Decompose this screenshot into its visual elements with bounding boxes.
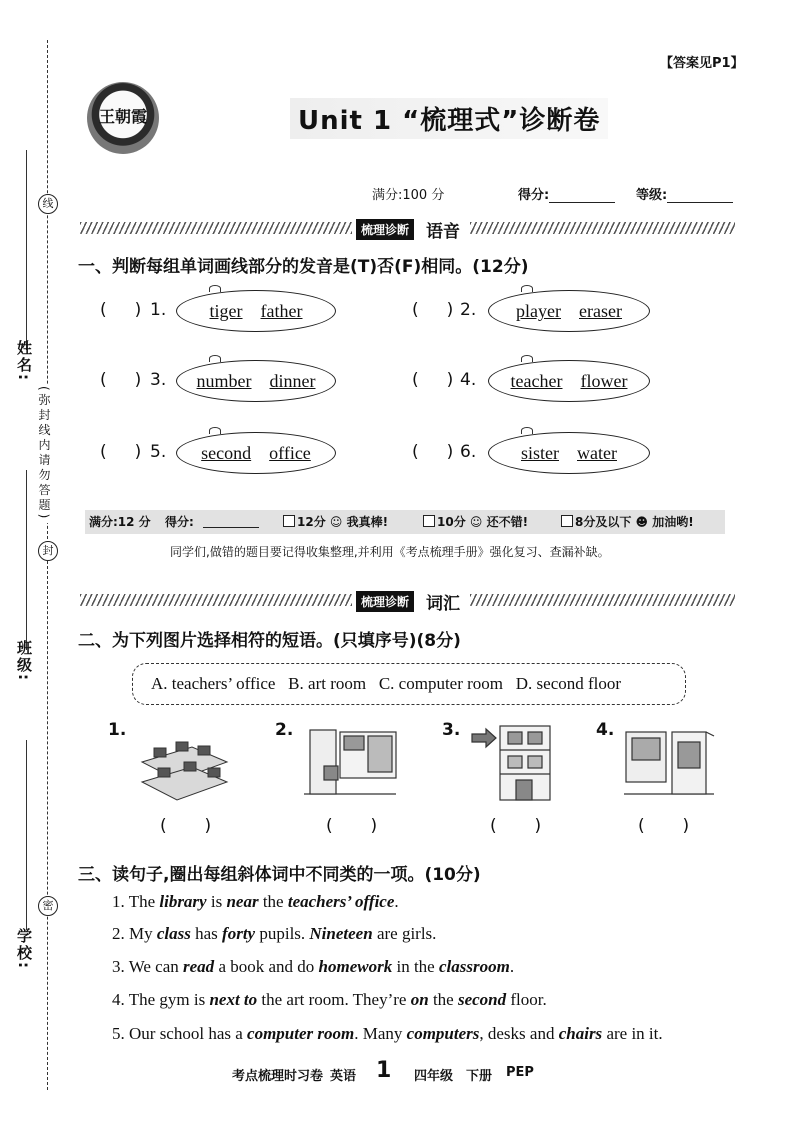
q1-item-number: 2. — [460, 300, 477, 320]
name-label: 姓名: — [15, 340, 33, 382]
q1-word-2: eraser — [579, 301, 622, 321]
sentence-text: . Many — [354, 1024, 407, 1043]
q3-heading: 三、读句子,圈出每组斜体词中不同类的一项。(10分) — [78, 865, 481, 885]
phrase-options — [132, 663, 686, 705]
q1-answer-paren[interactable]: ( ) — [412, 300, 454, 320]
answer-blank-3[interactable]: ( ) — [490, 816, 542, 836]
sentence-text: floor. — [506, 990, 547, 1009]
page-number: 1 — [376, 1058, 392, 1083]
q3-sentence — [112, 990, 547, 1010]
section-hatch-left-2 — [80, 594, 352, 606]
art-room-picture — [620, 722, 718, 804]
answer-blank-2[interactable]: ( ) — [326, 816, 378, 836]
pic-num-3: 3. — [442, 720, 461, 740]
sentence-text: the — [258, 892, 288, 911]
italic-word[interactable]: computer room — [247, 1024, 355, 1043]
second-floor-picture — [468, 722, 558, 804]
q1-word-1: teacher — [510, 371, 563, 391]
italic-word[interactable]: computers — [406, 1024, 480, 1043]
q3-sentence — [112, 1024, 663, 1044]
italic-word[interactable]: read — [183, 957, 215, 976]
q1-item-number: 5. — [150, 442, 167, 462]
q3-sentence — [112, 892, 399, 912]
binding-note: (弥封线内请勿答题) — [37, 386, 51, 522]
q1-item-number: 4. — [460, 370, 477, 390]
sentence-text: 1. The — [112, 892, 160, 911]
publisher-logo — [87, 82, 159, 154]
q1-answer-paren[interactable]: ( ) — [100, 300, 142, 320]
q1-word-pair — [176, 290, 336, 332]
full-score: 满分:100 分 — [372, 188, 445, 203]
italic-word[interactable]: class — [156, 924, 191, 943]
sentence-text: , desks and — [479, 1024, 559, 1043]
pic-num-4: 4. — [596, 720, 615, 740]
q1-heading: 一、判断每组单词画线部分的发音是(T)否(F)相同。(12分) — [78, 257, 529, 277]
page-title: Unit 1 “梳理式”诊断卷 — [290, 98, 608, 139]
footer-edition: PEP — [506, 1065, 534, 1080]
level-8[interactable]: 8分及以下 ☻ 加油哟! — [561, 510, 694, 534]
scorebar-full: 满分:12 分 — [89, 515, 151, 529]
sentence-text: 4. The gym is — [112, 990, 210, 1009]
class-field-line[interactable] — [26, 470, 27, 650]
grade-label: 等级: — [636, 188, 668, 203]
class-label: 班级: — [15, 640, 33, 682]
sentence-text: 3. We can — [112, 957, 184, 976]
q1-word-2: office — [269, 443, 311, 463]
scorebar-blank[interactable] — [203, 527, 259, 528]
score-field[interactable] — [518, 184, 615, 203]
q1-answer-paren[interactable]: ( ) — [100, 442, 142, 462]
italic-word[interactable]: Nineteen — [309, 924, 373, 943]
answer-blank-4[interactable]: ( ) — [638, 816, 690, 836]
q1-word-pair — [488, 360, 650, 402]
sentence-text: are girls. — [372, 924, 437, 943]
sentence-text: . — [509, 957, 515, 976]
sentence-text: the art room. They’re — [257, 990, 411, 1009]
computer-room-picture — [132, 722, 232, 804]
q1-word-pair — [488, 432, 650, 474]
q1-answer-paren[interactable]: ( ) — [412, 370, 454, 390]
binding-mark-bottom: 密 — [38, 896, 58, 916]
q1-word-2: father — [260, 301, 303, 321]
italic-word[interactable]: homework — [318, 957, 393, 976]
sentence-text: pupils. — [255, 924, 310, 943]
footer-subject: 英语 — [330, 1069, 357, 1084]
binding-mark-top: 线 — [38, 194, 58, 214]
q1-word-pair — [176, 360, 336, 402]
q1-answer-paren[interactable]: ( ) — [100, 370, 142, 390]
q1-item-number: 1. — [150, 300, 167, 320]
q1-word-pair — [176, 432, 336, 474]
sentence-text: 2. My — [112, 924, 157, 943]
scorebar-got: 得分: — [165, 515, 194, 529]
q1-word-1: number — [196, 371, 252, 391]
italic-word[interactable]: near — [226, 892, 259, 911]
answer-blank-1[interactable]: ( ) — [160, 816, 212, 836]
q3-sentence — [112, 924, 436, 944]
q1-word-2: water — [577, 443, 617, 463]
footer-grade: 四年级 — [414, 1069, 454, 1084]
q1-word-1: second — [201, 443, 252, 463]
q2-heading: 二、为下列图片选择相符的短语。(只填序号)(8分) — [78, 631, 461, 651]
section-hatch-right-2 — [470, 594, 735, 606]
section-hatch-right — [470, 222, 735, 234]
school-field-line[interactable] — [26, 740, 27, 930]
italic-word[interactable]: forty — [222, 924, 256, 943]
q1-word-pair — [488, 290, 650, 332]
italic-word[interactable]: library — [159, 892, 207, 911]
review-note: 同学们,做错的题目要记得收集整理,并利用《考点梳理手册》强化复习、查漏补缺。 — [170, 545, 610, 559]
section-name-vocab: 词汇 — [426, 594, 460, 614]
q1-word-2: dinner — [269, 371, 316, 391]
sentence-text: in the — [392, 957, 439, 976]
phrase-options-text: A. teachers’ office B. art room C. computer room D. second floor — [151, 674, 622, 693]
name-field-line[interactable] — [26, 150, 27, 350]
section-tag-pron: 梳理诊断 — [356, 219, 414, 240]
section-hatch-left — [80, 222, 352, 234]
q1-word-1: tiger — [209, 301, 243, 321]
teachers-office-picture — [300, 722, 400, 804]
q1-word-1: player — [516, 301, 561, 321]
q1-word-2: flower — [580, 371, 628, 391]
italic-word[interactable]: second — [457, 990, 507, 1009]
level-10[interactable]: 10分 ☺ 还不错! — [423, 510, 528, 534]
grade-field[interactable] — [636, 184, 733, 203]
score-label: 得分: — [518, 188, 550, 203]
pic-num-1: 1. — [108, 720, 127, 740]
italic-word[interactable]: teachers’ office — [287, 892, 395, 911]
sentence-text: 5. Our school has a — [112, 1024, 248, 1043]
sentence-text: the — [428, 990, 458, 1009]
footer-series: 考点梳理时习卷 — [232, 1069, 324, 1084]
q1-answer-paren[interactable]: ( ) — [412, 442, 454, 462]
q3-sentence — [112, 957, 514, 977]
sentence-text: are in it. — [602, 1024, 663, 1043]
sentence-text: . — [394, 892, 399, 911]
italic-word[interactable]: on — [410, 990, 429, 1009]
school-label: 学校: — [15, 928, 33, 970]
q1-item-number: 3. — [150, 370, 167, 390]
logo-name: 王朝霞 — [98, 107, 147, 126]
section-tag-vocab: 梳理诊断 — [356, 591, 414, 612]
binding-mark-middle: 封 — [38, 541, 58, 561]
italic-word[interactable]: classroom — [438, 957, 510, 976]
answer-reference: 【答案见P1】 — [660, 56, 744, 71]
sentence-text: is — [206, 892, 227, 911]
italic-word[interactable]: chairs — [558, 1024, 603, 1043]
italic-word[interactable]: next to — [209, 990, 258, 1009]
score-bar — [85, 510, 725, 534]
footer-term: 下册 — [466, 1069, 493, 1084]
pic-num-2: 2. — [275, 720, 294, 740]
q1-word-1: sister — [521, 443, 559, 463]
section-name-pron: 语音 — [426, 222, 460, 242]
level-12[interactable]: 12分 ☺ 我真棒! — [283, 510, 388, 534]
sentence-text: has — [190, 924, 223, 943]
sentence-text: a book and do — [214, 957, 319, 976]
q1-item-number: 6. — [460, 442, 477, 462]
